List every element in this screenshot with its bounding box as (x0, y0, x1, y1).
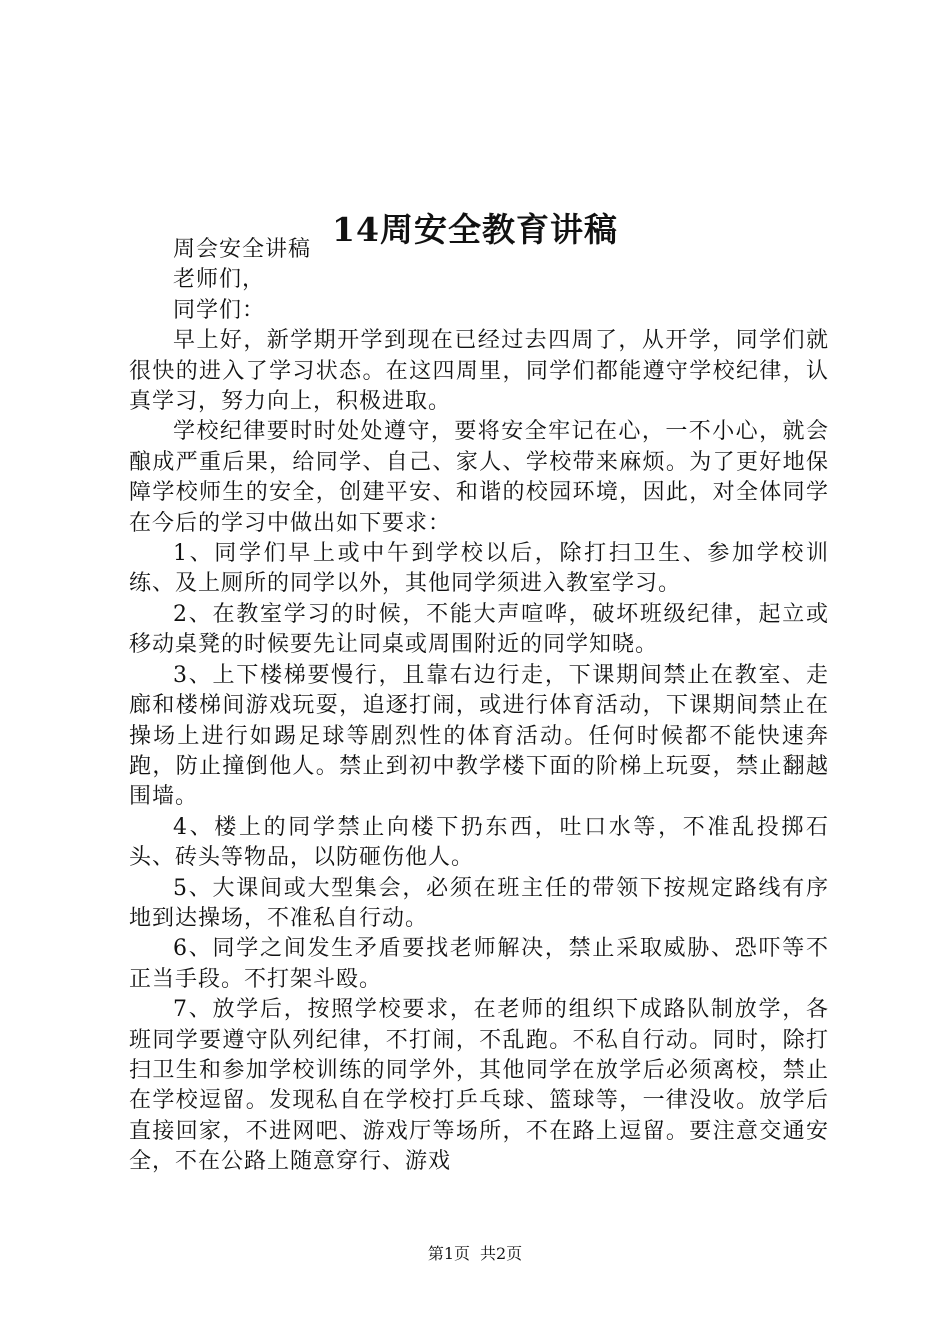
paragraph: 5、大课间或大型集会，必须在班主任的带领下按规定路线有序地到达操场，不准私自行动。 (129, 875, 829, 931)
page-number: 第1页 (427, 1244, 470, 1263)
paragraph: 老师们， (173, 267, 266, 293)
paragraph: 学校纪律要时时处处遵守，要将安全牢记在心，一不小心，就会酿成严重后果，给同学、自己、家人、学校带来麻烦。为了更好地保障学校师生的安全，创建平安、和谐的校园环境，因此，对全体同学在今后的学习中做出如下要求： (129, 419, 829, 536)
paragraph: 7、放学后，按照学校要求，在老师的组织下成路队制放学，各班同学要遵守队列纪律，不打闹，不乱跑。不私自行动。同时，除打扫卫生和参加学校训练的同学外，其他同学在放学后必须离校，禁止在学校逗留。发现私自在学校打乒乓球、篮球等，一律没收。放学后直接回家，不进网吧、游戏厅等场所，不在路上逗留。要注意交通安全，不在公路上随意穿行、游戏 (129, 997, 829, 1175)
page-total: 共2页 (480, 1244, 523, 1263)
page-footer (0, 1243, 950, 1265)
paragraph: 周会安全讲稿 (173, 237, 312, 262)
document-body (129, 235, 829, 1178)
paragraph: 6、同学之间发生矛盾要找老师解决，禁止采取威胁、恐吓等不正当手段。不打架斗殴。 (129, 936, 829, 992)
paragraph: 2、在教室学习的时候，不能大声喧哗，破坏班级纪律，起立或移动桌凳的时候要先让同桌或周围附近的同学知晓。 (129, 601, 829, 658)
paragraph: 早上好，新学期开学到现在已经过去四周了，从开学，同学们就很快的进入了学习状态。在这四周里，同学们都能遵守学校纪律，认真学习，努力向上，积极进取。 (129, 328, 829, 415)
paragraph: 3、上下楼梯要慢行，且靠右边行走，下课期间禁止在教室、走廊和楼梯间游戏玩耍，追逐打闹，或进行体育活动，下课期间禁止在操场上进行如踢足球等剧烈性的体育活动。任何时候都不能快速奔跑，防止撞倒他人。禁止到初中教学楼下面的阶梯上玩耍，禁止翻越围墙。 (129, 662, 829, 810)
paragraph: 1、同学们早上或中午到学校以后，除打扫卫生、参加学校训练、及上厕所的同学以外，其他同学须进入教室学习。 (129, 541, 829, 597)
paragraph: 同学们： (173, 297, 266, 323)
paragraph: 4、楼上的同学禁止向楼下扔东西，吐口水等，不准乱投掷石头、砖头等物品，以防砸伤他人。 (129, 814, 829, 871)
document-title: 14周安全教育讲稿 (332, 210, 618, 250)
